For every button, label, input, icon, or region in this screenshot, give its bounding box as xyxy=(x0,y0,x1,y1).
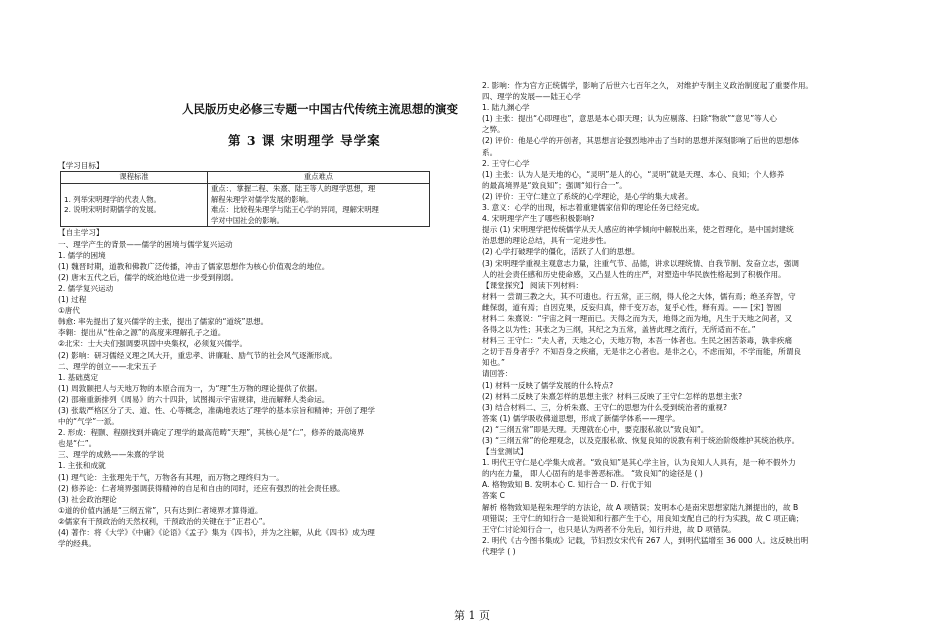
text-line: 1. 主张和成就 xyxy=(58,461,106,471)
section-heading: 【学习目标】 xyxy=(58,161,104,170)
text-line: (3) 张载严格区分了天、道、性、心等概念，准确地表达了理学的基本宗旨和精神；开创了理学 xyxy=(58,405,375,415)
text-line: 人的社会责任感和历史使命感，又凸显人性的庄严，对塑造中华民族性格起到了积极作用。 xyxy=(482,269,786,279)
lesson-title: 第 3 课 宋明理学 导学案 xyxy=(228,133,381,148)
text-line: 解析 格物致知是程朱理学的方法论，故 A 项错误；发明本心是南宋思想家陆九渊提出的，故 B xyxy=(482,502,799,512)
text-line: (2) 邵雍重新排列《周易》的六十四卦，试图揭示宇宙规律，进而解释人类命运。 xyxy=(58,394,330,404)
text-line: 代理学 ( ) xyxy=(482,546,516,556)
text-line: ①唐代 xyxy=(58,306,80,316)
standard-line: 2. 说明宋明时期儒学的发展。 xyxy=(64,205,161,215)
table-cell-key xyxy=(208,184,430,227)
text-line: (1) 主张：认为人是天地的心，“灵明”是人的心，“灵明”就是天理、本心、良知；个人修养 xyxy=(482,169,785,179)
text-line: (1) 主张：提出“心即理也”，意思是本心即天理；认为应剔落、扫除“物欲”“意见”等人心 xyxy=(482,114,777,124)
text-line: (2) “三纲五常”即是天理。天理就在心中，要克服私欲以“致良知”。 xyxy=(482,424,709,434)
text-line: 材料二 朱熹说：“宇宙之间一理而已。天得之而为天，地得之而为地，凡生于天地之间者，又 xyxy=(482,313,793,323)
text-line: (1) 魏晋时期，道教和佛教广泛传播，冲击了儒家思想作为核心价值观念的地位。 xyxy=(58,261,330,271)
text-line: 之弊。 xyxy=(482,125,505,135)
text-line: 之切于吾身者乎？不知吾身之疾痛，无是非之心者也。是非之心，不虑而知，不学而能，所谓良 xyxy=(482,347,801,357)
text-line: 2. 儒学复兴运动 xyxy=(58,283,114,293)
text-line: (3) 宋明理学重视主观意志力量，注重气节、品德，讲求以理统情、自我节制、发奋立志，强调 xyxy=(482,258,799,268)
text-line: 李翱：提出从“性命之源”的高度来理解孔子之道。 xyxy=(58,328,226,338)
text-line: ②北宋：士大夫们强调要巩固中央集权，必须复兴儒学。 xyxy=(58,339,248,349)
text-line: 三、理学的成熟——朱熹的学说 xyxy=(58,450,165,460)
key-line: 解程朱理学对儒学发展的影响。 xyxy=(211,194,314,204)
text-line: 答案 C xyxy=(482,491,505,501)
text-line: 【当堂测试】 xyxy=(482,447,528,457)
text-line: (2) 唐末五代之后，儒学的统治地位进一步受到削弱。 xyxy=(58,272,239,282)
text-line: 4. 宋明理学产生了哪些积极影响? xyxy=(482,214,595,224)
text-line: 的最高境界是“致良知”；强调“知行合一”。 xyxy=(482,180,627,190)
key-line: 难点：比较程朱理学与陆王心学的异同，理解宋明理 xyxy=(211,205,379,215)
text-line: 的内在力量， 即人心固有的是非善恶标准。 “致良知”的途径是 ( ) xyxy=(482,469,703,479)
text-line: 1. 基础奠定 xyxy=(58,372,99,382)
text-line: (2) 材料二反映了朱熹怎样的思想主张？材料三反映了王守仁怎样的思想主张? xyxy=(482,391,743,401)
text-line: 项错误；王守仁的知行合一是说知和行都产生于心，用良知支配自己的行为实践，故 C 项正确； xyxy=(482,513,804,523)
text-line: 提示 (1) 宋明理学把传统儒学从天人感应的神学倾向中解脱出来，使之哲理化，是中国封建统 xyxy=(482,225,794,235)
text-line: 2. 形成：程颢、程颐找到并确定了理学的最高范畴“天理”，其核心是“仁”，修养的最高境界 xyxy=(58,428,365,438)
text-line: 答案 (1) 儒学吸收佛道思想，形成了新儒学体系——理学。 xyxy=(482,413,680,423)
text-line: 各得之以为性；其张之为三纲，其纪之为五常，盖皆此理之流行，无所适而不在。” xyxy=(482,325,756,335)
text-line: (3) 社会政治理论 xyxy=(58,494,117,504)
table-header: 重点难点 xyxy=(208,172,430,184)
text-line: ②儒家有干预政治的天然权利，干预政治的关键在于“正君心”。 xyxy=(58,516,271,526)
table-header: 课程标准 xyxy=(61,172,208,184)
text-line: 【课堂探究】 阅读下列材料： xyxy=(482,280,584,290)
text-line: 中的“气学”一派。 xyxy=(58,417,120,427)
text-line: 韩愈: 率先提出了复兴儒学的主张，提出了儒家的“道统”思想。 xyxy=(58,317,269,327)
text-line: 1. 儒学的困境 xyxy=(58,250,106,260)
page-number: 第 1 页 xyxy=(454,609,490,622)
text-line: 系。 xyxy=(482,147,498,157)
text-line: (4) 著作：将《大学》《中庸》《论语》《孟子》集为《四书》，并为之注解，从此《四书》成为理 xyxy=(58,528,375,537)
text-line: (3) “三纲五常”的伦理观念，以及克服私欲、恢复良知的说教有利于统治阶级维护其统治秩序。 xyxy=(482,436,800,445)
learning-goals-table xyxy=(60,171,430,227)
text-line: 请回答： xyxy=(482,369,513,379)
text-line: (2) 评价：王守仁建立了系统的心学理论，是心学的集大成者。 xyxy=(482,191,693,201)
text-line: 二、理学的创立——北宋五子 xyxy=(58,361,157,371)
text-line: (2) 修养论：仁者境界强调获得精神的自足和自由的同时，还应有强烈的社会责任感。 xyxy=(58,483,345,493)
text-line: 知也。” xyxy=(482,358,505,368)
text-line: (3) 结合材料二、三，分析朱熹、王守仁的思想为什么受到统治者的重视? xyxy=(482,402,728,412)
text-line: (2) 影响：研习儒经义理之风大开，重忠孝、讲廉耻、励气节的社会风气逐渐形成。 xyxy=(58,350,337,360)
text-line: (1) 材料一反映了儒学发展的什么特点? xyxy=(482,380,614,390)
text-line: ①道的价值内涵是“三纲五常”，只有达到仁者境界才算得道。 xyxy=(58,505,263,515)
text-line: 雌保弱，道有焉；自因克果，反妄归真，俾千变万态，复乎心性，释有焉。—— [宋] 智圆 xyxy=(482,302,782,312)
text-line: 1. 明代王守仁是心学集大成者。“致良知”是其心学主旨，认为良知人人具有，是一种不假外力 xyxy=(482,458,796,468)
text-line: 2. 明代《古今图书集成》记载，节妇烈女宋代有 267 人，到明代猛增至 36 000 人。这反映出明 xyxy=(482,535,809,545)
text-line: (2) 评价：他是心学的开创者，其思想言论强烈地冲击了当时的思想并深刻影响了后世的思想体 xyxy=(482,136,799,146)
text-line: 材料一 尝谓三教之大，其不可遗也。行五常，正三纲，得人伦之大体，儒有焉；绝圣弃智，守 xyxy=(482,291,796,301)
table-cell-standard xyxy=(61,184,208,227)
left-body xyxy=(58,160,488,549)
text-line: (1) 周敦颐把人与天地万物的本原合而为一，为“理”生万物的理论提供了依据。 xyxy=(58,383,323,393)
text-line: 【自主学习】 xyxy=(58,228,104,238)
text-line: 材料三 王守仁：“夫人者，天地之心，天地万物，本吾一体者也。生民之困苦荼毒，孰非疾痛 xyxy=(482,336,793,346)
standard-line: 1. 列举宋明理学的代表人物。 xyxy=(64,194,161,204)
key-line: 重点：．掌握二程、朱熹、陆王等人的理学思想，理 xyxy=(211,184,376,194)
text-line: 学的经典。 xyxy=(58,539,96,549)
key-line: 学对中国社会的影响。 xyxy=(211,215,284,225)
text-line: 一、理学产生的背景——儒学的困境与儒学复兴运动 xyxy=(58,239,233,249)
text-line: 1. 陆九渊心学 xyxy=(482,103,530,113)
text-line: 3. 意义：心学的出现，标志着重建儒家信仰的理论任务已经完成。 xyxy=(482,203,705,213)
text-line: 2. 王守仁心学 xyxy=(482,158,530,168)
text-line: A. 格物致知 B. 发明本心 C. 知行合一 D. 行优于知 xyxy=(482,480,652,490)
text-line: 治思想的理论总结，具有一定进步性。 xyxy=(482,236,612,246)
document-title: 人民版历史必修三专题一中国古代传统主流思想的演变 xyxy=(182,102,458,116)
text-line: 2. 影响：作为官方正统儒学，影响了后世六七百年之久， 对维护专制主义政治制度起了重要作用。 xyxy=(482,81,814,90)
text-line: (1) 过程 xyxy=(58,295,87,305)
left-text-block xyxy=(58,227,488,549)
text-line: (1) 理气论：主张理先于气，万物各有其理，而万物之理终归为一。 xyxy=(58,472,284,482)
right-text-block xyxy=(482,80,922,557)
text-line: 也是“仁”。 xyxy=(58,439,97,449)
text-line: (2) 心学打破理学的僵化，活跃了人们的思想。 xyxy=(482,247,640,257)
text-line: 四、理学的发展——陆王心学 xyxy=(482,92,581,102)
text-line: 王守仁讨论知行合一，也只是认为两者不分先后，知行并进，故 D 项错误。 xyxy=(482,524,736,534)
